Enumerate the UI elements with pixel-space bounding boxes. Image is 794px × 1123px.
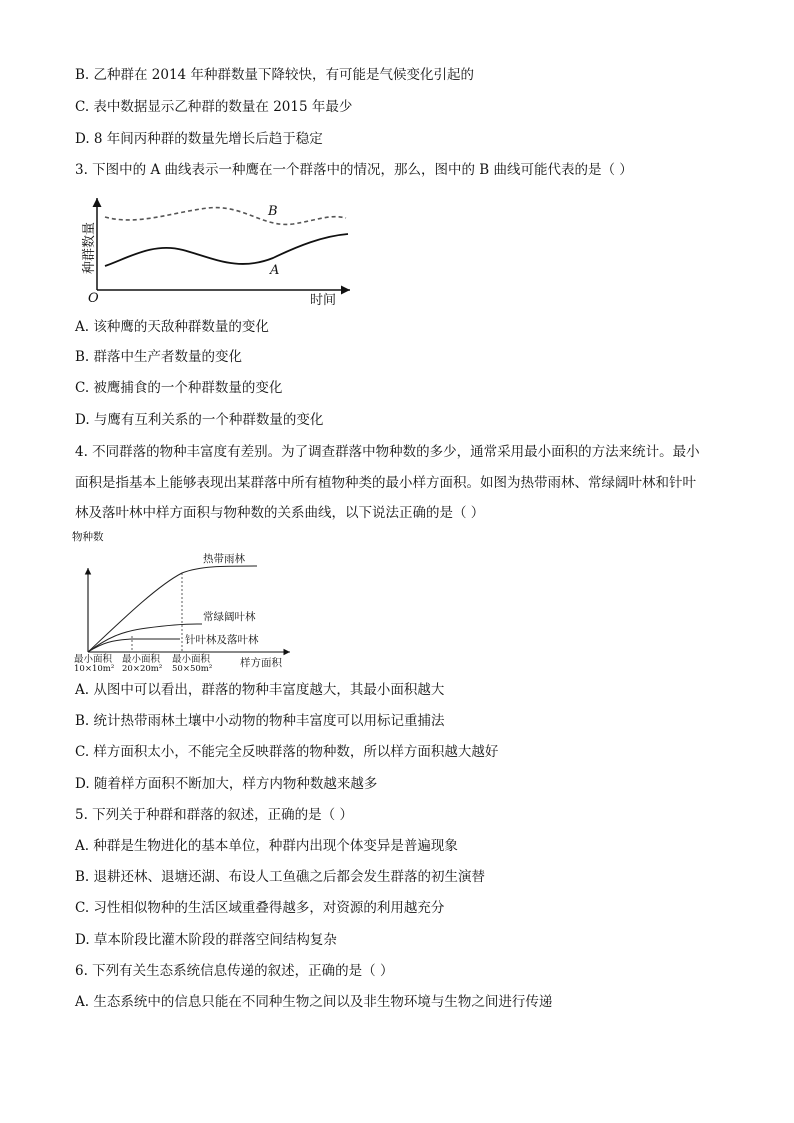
q3-curve-a [105, 234, 348, 266]
q4-stem-line-3: 林及落叶林中样方面积与物种数的关系曲线，以下说法正确的是（ ） [75, 505, 485, 521]
q3-option-a: A. 该种鹰的天敌种群数量的变化 [75, 319, 269, 335]
q3-population-graph [78, 190, 358, 308]
q5-stem: 5. 下列关于种群和群落的叙述，正确的是（ ） [75, 807, 353, 823]
q4-label-broadleaf: 常绿阔叶林 [203, 611, 256, 623]
q4-option-c: C. 样方面积太小，不能完全反映群落的物种数，所以样方面积越大越好 [75, 744, 499, 760]
q5-option-d: D. 草本阶段比灌木阶段的群落空间结构复杂 [75, 932, 337, 948]
q3-stem: 3. 下图中的 A 曲线表示一种鹰在一个群落中的情况，那么，图中的 B 曲线可能代表的是（ ） [75, 162, 633, 178]
q3-origin: O [88, 291, 99, 306]
q3-option-d: D. 与鹰有互利关系的一个种群数量的变化 [75, 412, 324, 428]
q3-label-a: A [270, 263, 280, 278]
q2-option-b: B. 乙种群在 2014 年种群数量下降较快，有可能是气候变化引起的 [75, 67, 474, 83]
q4-tick-2-top: 最小面积 [122, 654, 161, 665]
q2-option-c: C. 表中数据显示乙种群的数量在 2015 年最少 [75, 99, 353, 115]
q3-x-label: 时间 [310, 293, 337, 308]
q4-label-conifer: 针叶林及落叶林 [185, 634, 259, 646]
q4-label-rainforest: 热带雨林 [203, 553, 245, 565]
q4-option-b: B. 统计热带雨林土壤中小动物的物种丰富度可以用标记重捕法 [75, 713, 445, 729]
q3-y-label: 种群数量 [82, 221, 97, 275]
q5-option-a: A. 种群是生物进化的基本单位，种群内出现个体变异是普遍现象 [75, 838, 458, 854]
q5-option-c: C. 习性相似物种的生活区域重叠得越多，对资源的利用越充分 [75, 900, 445, 916]
q4-species-area-graph [72, 528, 294, 673]
q4-tick-1-top: 最小面积 [74, 654, 113, 665]
q3-option-b: B. 群落中生产者数量的变化 [75, 349, 243, 365]
q2-option-d: D. 8 年间丙种群的数量先增长后趋于稳定 [75, 131, 323, 147]
q4-tick-2-bottom: 20×20m² [122, 664, 163, 673]
q4-option-d: D. 随着样方面积不断加大，样方内物种数越来越多 [75, 776, 378, 792]
q4-tick-3-top: 最小面积 [172, 654, 211, 665]
q3-label-b: B [268, 204, 278, 219]
q4-tick-1-bottom: 10×10m² [74, 664, 115, 673]
q4-x-label: 样方面积 [240, 657, 282, 669]
q4-curve-conifer [88, 639, 180, 652]
q3-curve-b [105, 208, 346, 225]
q6-option-a: A. 生态系统中的信息只能在不同种生物之间以及非生物环境与生物之间进行传递 [75, 994, 553, 1010]
q5-option-b: B. 退耕还林、退塘还湖、布设人工鱼礁之后都会发生群落的初生演替 [75, 869, 486, 885]
q4-option-a: A. 从图中可以看出，群落的物种丰富度越大，其最小面积越大 [75, 682, 445, 698]
q6-stem: 6. 下列有关生态系统信息传递的叙述，正确的是（ ） [75, 963, 394, 979]
q4-stem-line-1: 4. 不同群落的物种丰富度有差别。为了调查群落中物种数的多少，通常采用最小面积的方法来统计。最小 [75, 444, 700, 460]
q4-stem-line-2: 面积是指基本上能够表现出某群落中所有植物种类的最小样方面积。如图为热带雨林、常绿阔叶林和针叶 [75, 475, 696, 491]
q4-y-label: 物种数 [72, 531, 104, 543]
q4-tick-3-bottom: 50×50m² [172, 664, 213, 673]
q3-option-c: C. 被鹰捕食的一个种群数量的变化 [75, 380, 283, 396]
